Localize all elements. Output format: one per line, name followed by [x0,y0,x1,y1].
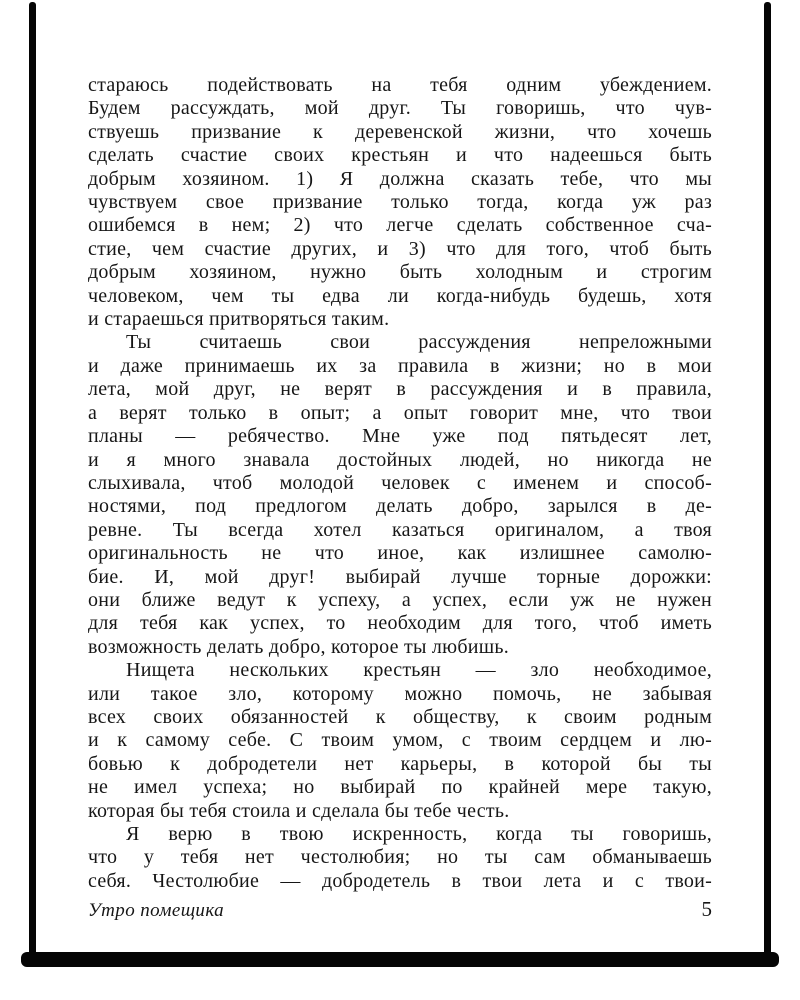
running-title: Утро помещика [88,900,225,921]
text-line: а верят только в опыт; а опыт говорит мне, что твои [88,401,712,424]
text-line: себя. Честолюбие — добродетель в твои лета и с твои- [88,869,712,892]
text-line: всех своих обязанностей к обществу, к своим родным [88,705,712,728]
text-line: ошибемся в нем; 2) что легче сделать собственное сча- [88,214,712,237]
text-line: Нищета нескольких крестьян — зло необходимое, [126,659,712,682]
text-line: и даже принимаешь их за правила в жизни; но в мои [88,354,712,377]
paragraph [88,74,712,331]
text-line: добрым хозяином. 1) Я должна сказать тебе, что мы [88,167,712,190]
text-line: возможность делать добро, которое ты любишь. [88,635,509,658]
page-number: 5 [701,897,712,921]
text-line: бовью к добродетели нет карьеры, в которой бы ты [88,752,712,775]
text-line: Я верю в твою искренность, когда ты говоришь, [126,823,712,845]
page-text [88,74,712,893]
paragraph [88,659,712,823]
text-line: или такое зло, которому можно помочь, не забывая [88,682,712,705]
text-line: стараюсь подействовать на тебя одним убеждением. [88,74,712,96]
text-line: для тебя как успех, то необходим для того, чтоб иметь [88,612,712,635]
text-line: Будем рассуждать, мой друг. Ты говоришь, что чув- [88,97,712,120]
text-line: ствуешь призвание к деревенской жизни, что хочешь [88,120,712,143]
text-line: оригинальность не что иное, как излишнее самолю- [88,542,712,565]
text-line: слыхивала, чтоб молодой человек с именем и способ- [88,471,712,494]
page-footer [88,897,712,922]
text-line: стие, чем счастие других, и 3) что для того, чтоб быть [88,237,712,260]
text-line: человеком, чем ты едва ли когда-нибудь будешь, хотя [88,284,712,307]
text-line: они ближе ведут к успеху, а успех, если уж не нужен [88,588,712,611]
text-line: бие. И, мой друг! выбирай лучше торные дорожки: [88,565,712,588]
text-line: ностями, под предлогом делать добро, зарылся в де- [88,495,712,518]
text-line: ревне. Ты всегда хотел казаться оригиналом, а твоя [88,518,712,541]
text-line: планы — ребячество. Мне уже под пятьдесят лет, [88,425,712,448]
paragraph [88,823,712,893]
text-line: чувствуем свое призвание только тогда, когда уж раз [88,191,712,214]
text-line: и к самому себе. С твоим умом, с твоим сердцем и лю- [88,729,712,752]
text-line: Ты считаешь свои рассуждения непреложными [126,331,712,354]
text-line: что у тебя нет честолюбия; но ты сам обманываешь [88,846,712,869]
text-line: лета, мой друг, не верят в рассуждения и в правила, [88,378,712,401]
text-line: не имел успеха; но выбирай по крайней мере такую, [88,776,712,799]
text-line: и стараешься притворяться таким. [88,308,390,331]
text-line: и я много знавала достойных людей, но никогда не [88,448,712,471]
text-line: сделать счастие своих крестьян и что надеешься быть [88,144,712,167]
scan-edge-left [29,2,36,960]
text-line: которая бы тебя стоила и сделала бы тебе честь. [88,799,510,822]
paragraph [88,331,712,659]
text-line: добрым хозяином, нужно быть холодным и строгим [88,261,712,284]
scan-edge-right [764,2,771,960]
scan-edge-bottom [21,952,779,967]
